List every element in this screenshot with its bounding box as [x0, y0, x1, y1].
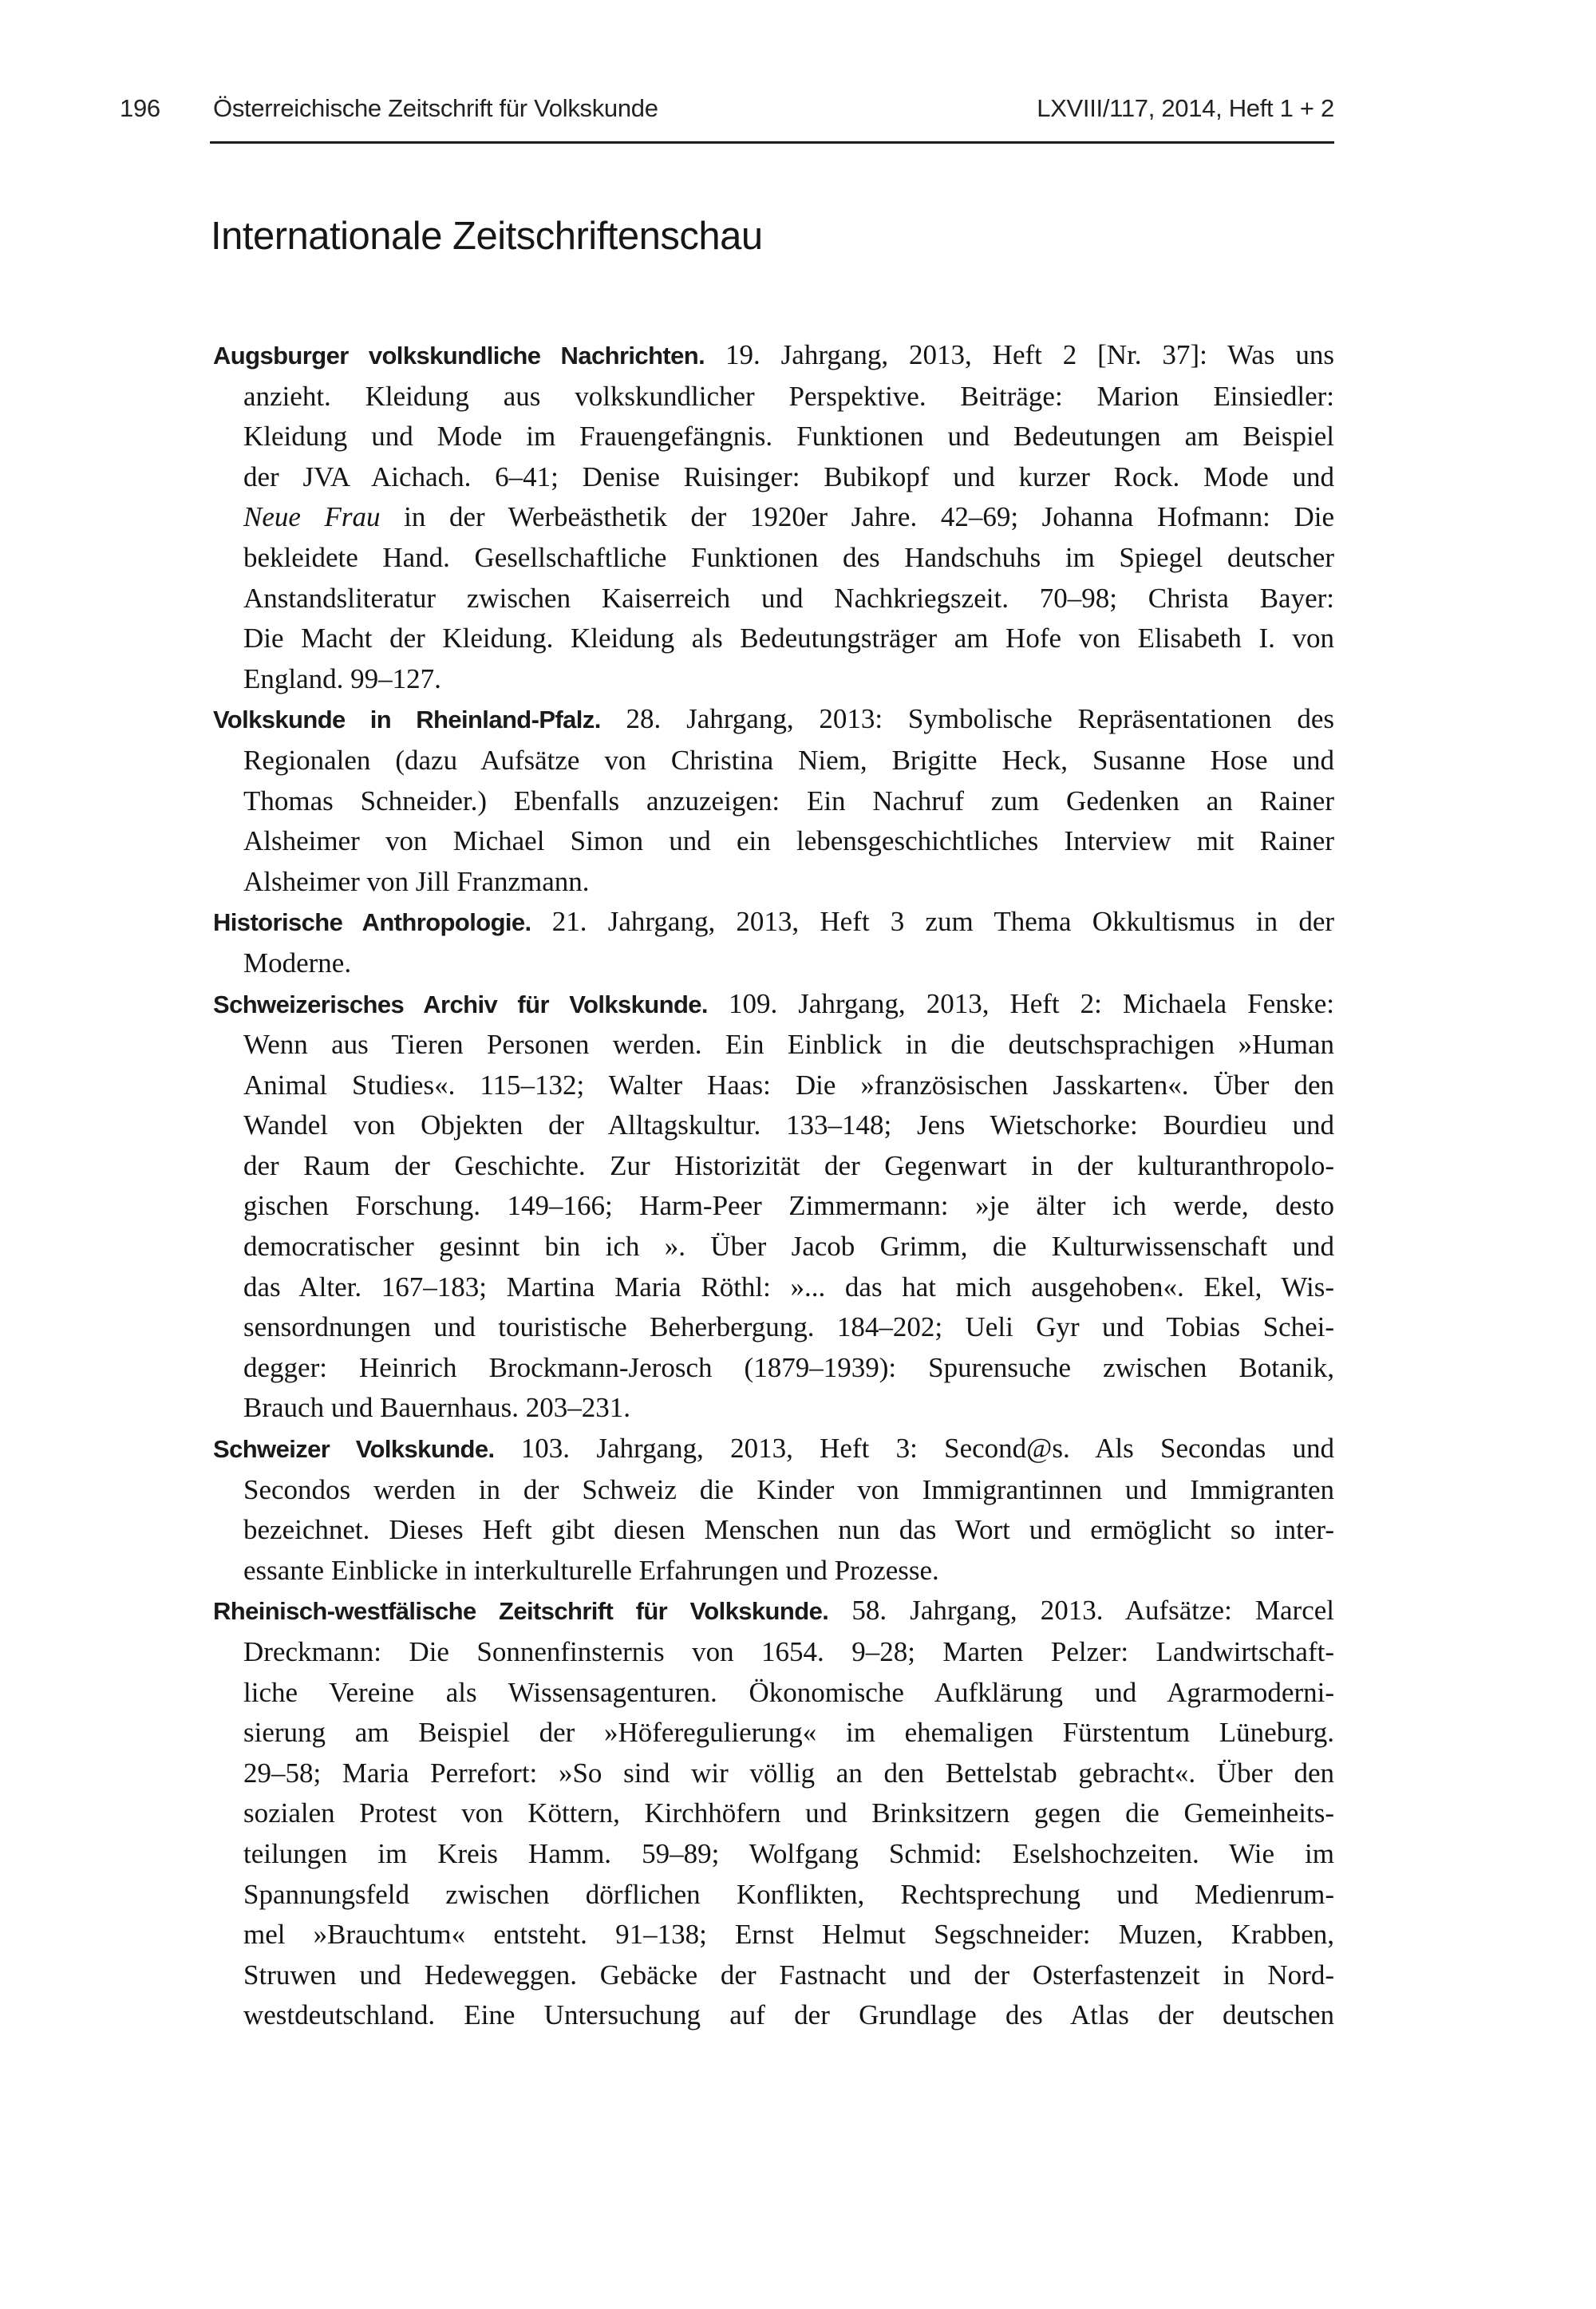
text-line	[213, 781, 1334, 822]
body-text: westdeutschland. Eine Untersuchung auf der Grundlage des Atlas der deutschen	[243, 1999, 1334, 2031]
body-text: 109. Jahrgang, 2013, Heft 2: Michaela Fenske:	[707, 987, 1334, 1019]
journal-name-lead: Rheinisch-westfälische Zeitschrift für Volkskunde.	[213, 1597, 829, 1626]
text-line	[213, 335, 1334, 377]
text-line	[213, 1510, 1334, 1551]
body-text: Alsheimer von Jill Franzmann.	[243, 865, 590, 897]
text-line	[213, 699, 1334, 741]
text-line	[213, 579, 1334, 619]
body-text: 103. Jahrgang, 2013, Heft 3: Second@s. Als Secondas und	[494, 1433, 1334, 1465]
body-text: anzieht. Kleidung aus volkskundlicher Perspektive. Beiträge: Marion Einsiedler:	[243, 380, 1334, 412]
running-head-issue-info: LXVIII/117, 2014, Heft 1 + 2	[1037, 94, 1334, 122]
text-line	[213, 1955, 1334, 1996]
journal-name-lead: Historische Anthropologie.	[213, 908, 531, 937]
body-text: Die Macht der Kleidung. Kleidung als Bedeutungsträger am Hofe von Elisabeth I. von	[243, 623, 1334, 654]
text-line	[213, 1186, 1334, 1227]
text-line	[213, 1227, 1334, 1267]
body-text: Animal Studies«. 115–132; Walter Haas: Die »französischen Jasskarten«. Über den	[243, 1069, 1334, 1101]
text-line	[213, 619, 1334, 659]
body-text: 58. Jahrgang, 2013. Aufsätze: Marcel	[828, 1595, 1334, 1627]
body-text: teilungen im Kreis Hamm. 59–89; Wolfgang Schmid: Eselshochzeiten. Wie im	[243, 1837, 1334, 1869]
body-text: Anstandsliteratur zwischen Kaiserreich und Nachkriegszeit. 70–98; Christa Bayer:	[243, 582, 1334, 614]
text-line	[213, 1388, 1334, 1429]
text-line	[213, 1105, 1334, 1146]
body-text: liche Vereine als Wissensagenturen. Ökonomische Aufklärung und Agrarmoderni-	[243, 1676, 1334, 1708]
body-text: sierung am Beispiel der »Höferegulierung« im ehemaligen Fürstentum Lüneburg.	[243, 1717, 1334, 1749]
journal-entry	[213, 699, 1334, 902]
text-line	[213, 457, 1334, 498]
italic-text: Neue Frau	[243, 501, 381, 533]
text-line	[213, 417, 1334, 457]
text-line	[213, 1348, 1334, 1389]
text-line	[213, 1632, 1334, 1673]
body-text: der Raum der Geschichte. Zur Historizität der Gegenwart in der kulturanthropolo-	[243, 1149, 1334, 1181]
text-line	[213, 1793, 1334, 1834]
text-line	[213, 1875, 1334, 1916]
body-text: Alsheimer von Michael Simon und ein lebensgeschichtliches Interview mit Rainer	[243, 825, 1334, 857]
text-line	[213, 1429, 1334, 1470]
body-text: bezeichnet. Dieses Heft gibt diesen Menschen nun das Wort und ermöglicht so inter-	[243, 1514, 1334, 1546]
body-text: sensordnungen und touristische Beherbergung. 184–202; Ueli Gyr und Tobias Schei-	[243, 1311, 1334, 1343]
text-line	[213, 1551, 1334, 1591]
text-line	[213, 1673, 1334, 1714]
body-text: Spannungsfeld zwischen dörflichen Konflikten, Rechtsprechung und Medienrum-	[243, 1878, 1334, 1910]
body-text: das Alter. 167–183; Martina Maria Röthl: »... das hat mich ausgehoben«. Ekel, Wis-	[243, 1271, 1334, 1303]
text-line	[213, 1995, 1334, 2036]
journal-name-lead: Augsburger volkskundliche Nachrichten.	[213, 342, 705, 370]
body-text: 21. Jahrgang, 2013, Heft 3 zum Thema Okkultismus in der	[531, 906, 1334, 938]
text-line	[213, 862, 1334, 903]
body-text: 19. Jahrgang, 2013, Heft 2 [Nr. 37]: Was uns	[705, 339, 1334, 370]
text-line	[213, 1267, 1334, 1308]
running-head-journal-title: Österreichische Zeitschrift für Volkskunde	[213, 94, 658, 122]
text-line	[213, 377, 1334, 417]
text-line	[213, 1753, 1334, 1794]
body-text: Brauch und Bauernhaus. 203–231.	[243, 1392, 631, 1424]
body-text: Dreckmann: Die Sonnenfinsternis von 1654. 9–28; Marten Pelzer: Landwirtschaft-	[243, 1636, 1334, 1667]
text-line	[213, 497, 1334, 538]
journal-name-lead: Volkskunde in Rheinland-Pfalz.	[213, 706, 601, 734]
text-line	[213, 538, 1334, 579]
text-line	[213, 1915, 1334, 1955]
body-text: democratischer gesinnt bin ich ». Über Jacob Grimm, die Kulturwissenschaft und	[243, 1231, 1334, 1263]
body-text: Thomas Schneider.) Ebenfalls anzuzeigen: Ein Nachruf zum Gedenken an Rainer	[243, 785, 1334, 816]
text-line	[213, 1470, 1334, 1511]
body-text: Wenn aus Tieren Personen werden. Ein Einblick in die deutschsprachigen »Human	[243, 1029, 1334, 1061]
body-text: essante Einblicke in interkulturelle Erfahrungen und Prozesse.	[243, 1554, 939, 1586]
body-text: 29–58; Maria Perrefort: »So sind wir völlig an den Bettelstab gebracht«. Über den	[243, 1757, 1334, 1789]
text-line	[213, 1591, 1334, 1632]
journal-entry	[213, 1429, 1334, 1591]
journal-name-lead: Schweizer Volkskunde.	[213, 1435, 495, 1464]
journal-entries	[213, 335, 1334, 2036]
body-text: Moderne.	[243, 947, 352, 979]
body-text: 28. Jahrgang, 2013: Symbolische Repräsentationen des	[600, 703, 1334, 735]
body-text: Secondos werden in der Schweiz die Kinder von Immigrantinnen und Immigranten	[243, 1473, 1334, 1505]
body-text: in der Werbeästhetik der 1920er Jahre. 42–69; Johanna Hofmann: Die	[380, 501, 1334, 533]
body-text: Struwen und Hedeweggen. Gebäcke der Fastnacht und der Osterfastenzeit in Nord-	[243, 1959, 1334, 1991]
page-number: 196	[120, 94, 160, 122]
journal-entry	[213, 902, 1334, 983]
text-line	[213, 1146, 1334, 1187]
body-text: England. 99–127.	[243, 662, 441, 694]
journal-entry	[213, 1591, 1334, 2036]
text-line	[213, 821, 1334, 862]
header-rule	[210, 141, 1334, 144]
text-line	[213, 943, 1334, 984]
body-text: bekleidete Hand. Gesellschaftliche Funktionen des Handschuhs im Spiegel deutscher	[243, 541, 1334, 573]
body-text: sozialen Protest von Köttern, Kirchhöfern und Brinksitzern gegen die Gemeinheits-	[243, 1797, 1334, 1829]
journal-entry	[213, 984, 1334, 1429]
text-line	[213, 902, 1334, 943]
body-text: mel »Brauchtum« entsteht. 91–138; Ernst Helmut Segschneider: Muzen, Krabben,	[243, 1919, 1334, 1951]
text-line	[213, 1307, 1334, 1348]
journal-name-lead: Schweizerisches Archiv für Volkskunde.	[213, 990, 708, 1018]
body-text: der JVA Aichach. 6–41; Denise Ruisinger: Bubikopf und kurzer Rock. Mode und	[243, 461, 1334, 492]
text-line	[213, 741, 1334, 781]
body-text: degger: Heinrich Brockmann-Jerosch (1879–1939): Spurensuche zwischen Botanik,	[243, 1351, 1334, 1383]
text-line	[213, 984, 1334, 1026]
journal-entry	[213, 335, 1334, 699]
body-text: gischen Forschung. 149–166; Harm-Peer Zimmermann: »je älter ich werde, desto	[243, 1190, 1334, 1222]
text-line	[213, 1025, 1334, 1066]
text-line	[213, 1834, 1334, 1875]
text-line	[213, 1713, 1334, 1753]
section-title: Internationale Zeitschriftenschau	[211, 215, 763, 258]
body-text: Kleidung und Mode im Frauengefängnis. Funktionen und Bedeutungen am Beispiel	[243, 421, 1334, 453]
text-line	[213, 659, 1334, 700]
body-text: Wandel von Objekten der Alltagskultur. 133–148; Jens Wietschorke: Bourdieu und	[243, 1109, 1334, 1141]
text-line	[213, 1066, 1334, 1106]
body-text: Regionalen (dazu Aufsätze von Christina Niem, Brigitte Heck, Susanne Hose und	[243, 744, 1334, 776]
